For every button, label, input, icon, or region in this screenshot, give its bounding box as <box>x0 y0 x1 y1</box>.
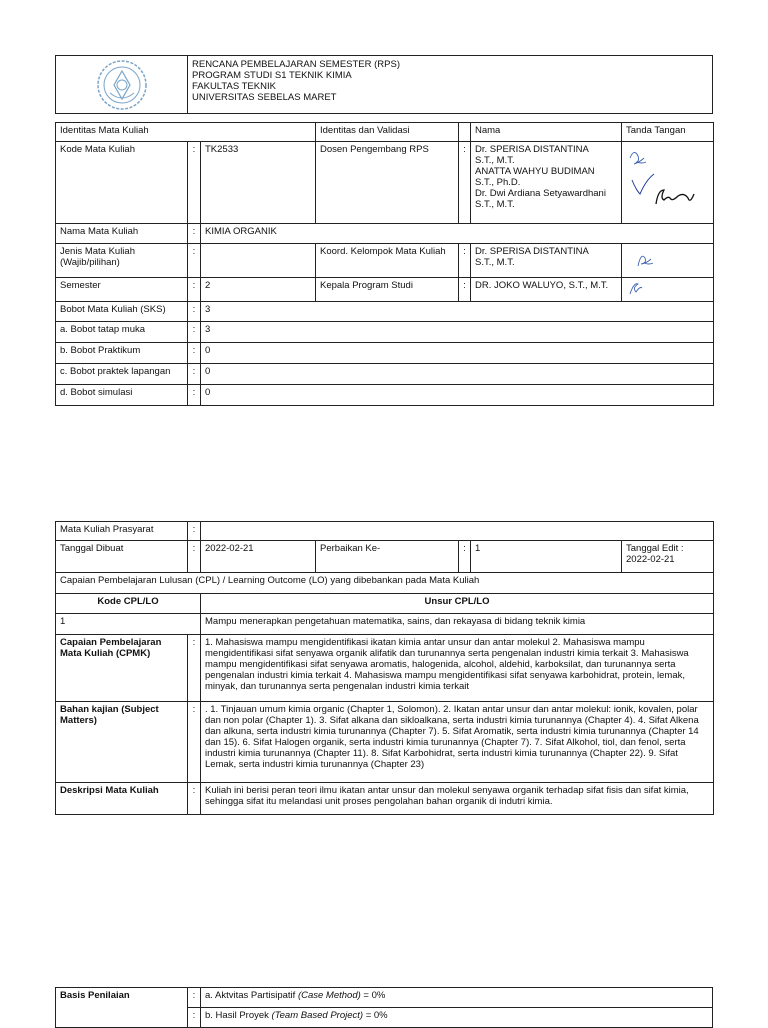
perbaikan-value: 1 <box>471 541 622 573</box>
logo-cell <box>56 56 188 114</box>
penilaian-table: Basis Penilaian : a. Aktvitas Partisipatif (Case Method) = 0% : b. Hasil Proyek (Team Based Project) = 0% <box>55 987 713 1028</box>
semester-value: 2 <box>201 278 316 302</box>
tanggal-dibuat-label: Tanggal Dibuat <box>56 541 188 573</box>
basis-penilaian-label: Basis Penilaian <box>56 988 188 1028</box>
header-line-fakultas: FAKULTAS TEKNIK <box>192 81 276 92</box>
validasi-header: Identitas dan Validasi <box>316 123 459 142</box>
jenis-mk-value <box>201 244 316 278</box>
signature-image <box>626 246 666 272</box>
koord-kelompok-label: Koord. Kelompok Mata Kuliah <box>316 244 459 278</box>
praktek-lapangan-label: c. Bobot praktek lapangan <box>56 364 188 385</box>
bahan-kajian-label: Bahan kajian (Subject Matters) <box>56 702 188 783</box>
tanggal-dibuat-value: 2022-02-21 <box>201 541 316 573</box>
simulasi-label: d. Bobot simulasi <box>56 385 188 406</box>
kaprodi-label: Kepala Program Studi <box>316 278 459 302</box>
deskripsi-value: Kuliah ini berisi peran teori ilmu ikatan antar unsur dan molekul senyawa organik terhadap sifat fisis dan sifat kimia, sehingga sifat itu melandasi unit proses pengolahan bahan organik di indutri kimia. <box>201 783 714 815</box>
signature-image <box>626 144 706 214</box>
semester-label: Semester <box>56 278 188 302</box>
simulasi-value: 0 <box>201 385 714 406</box>
cpl-table: Mata Kuliah Prasyarat : Tanggal Dibuat : 2022-02-21 Perbaikan Ke- : 1 Tanggal Edit : 2022-02-21 Capaian Pembelajaran Lulusan (CPL) / Learning Outcome (LO) yang dibebankan pada Mata Kuliah Kode CPL/LO Unsur CPL/LO 1 Mampu menerapkan pengetahuan matematika, sains, dan rekayasa di bidang teknik kimia Capaian Pembelajaran Mata Kuliah (CPMK) : 1. Mahasiswa mampu mengidentifikasi ikatan kimia antar unsur dan antar molekul 2. Mahasiswa mampu mengidentifikasi sifat senyawa organik alifatik dan turunannya serta pengenalan industri kimia terkait 3. Mahasiswa mampu mengidentifikasi sifat senyawa aromatis, halogenida, alcohol, aldehid, karboksilat, dan turunannya serta pengenalan industri kimia terkait 4. Mahasiswa mampu mengidentifikasi sifat senyawa karbohidrat, protein, lemak, minyak, dan turunannya serta pengenalan industri kimia terkait Bahan kajian (Subject Matters) : . 1. Tinjauan umum kimia organic (Chapter 1, Solomon). 2. Ikatan antar unsur dan antar molekul: ionik, kovalen, polar dan non polar (Chapter 1). 3. Sifat alkana dan sikloalkana, serta industri kimia turunannya (Chapter 4). 4. Sifat Alkena dan alkuna, serta industri kimia turunannya (Chapter 7). 5. Sifat Aromatik, serta industri kimia turunannya (Chapter 14 dan 15). 6. Sifat Halogen organik, serta industri kimia turunannya (Chapter 7). 7. Sifat Alkohol, tiol, dan fenol, serta industri kimia turunannya (Chapter 11). 8. Sifat Karbohidrat, serta industri kimia turunannya (Chapter 22). 9. Sifat Lemak, serta industri kimia turunannya (Chapter 23) Deskripsi Mata Kuliah : Kuliah ini berisi peran teori ilmu ikatan antar unsur dan molekul senyawa organik terhadap sifat fisis dan sifat kimia, sehingga sifat itu melandasi unit proses pengolahan bahan organik di indutri kimia. <box>55 521 714 815</box>
sks-label: Bobot Mata Kuliah (SKS) <box>56 302 188 322</box>
penilaian-item-b: b. Hasil Proyek (Team Based Project) = 0% <box>201 1008 713 1028</box>
identitas-header: Identitas Mata Kuliah <box>56 123 316 142</box>
sks-value: 3 <box>201 302 714 322</box>
praktikum-label: b. Bobot Praktikum <box>56 343 188 364</box>
prasyarat-value <box>201 522 714 541</box>
identity-table: Identitas Mata Kuliah Identitas dan Validasi Nama Tanda Tangan Kode Mata Kuliah : TK2533 Dosen Pengembang RPS : Dr. SPERISA DISTANTINA S.T., M.T. ANATTA WAHYU BUDIMAN S.T., Ph.D. Dr. Dwi Ardiana Setyawardhani S.T., M.T. Nama Mata Kuliah : KIMIA ORGANIK Jenis Mata Kuliah (Wajib/pilihan) : Koord. Kelompok Mata Kuliah : Dr. SPERISA DISTANTINA S.T., M.T. Semester : 2 Kepala Program Studi : DR. JOKO WALUYO, S.T., M.T. Bobot Mata Kuliah (SKS) : 3 a. Bobot tatap muka : 3 b. Bobot Praktikum : 0 c. Bobot praktek lapangan : 0 d. Bobot simulasi : 0 <box>55 122 714 406</box>
kaprodi-signature <box>622 278 714 302</box>
nama-mk-label: Nama Mata Kuliah <box>56 224 188 244</box>
dosen-pengembang-names: Dr. SPERISA DISTANTINA S.T., M.T. ANATTA WAHYU BUDIMAN S.T., Ph.D. Dr. Dwi Ardiana Setyawardhani S.T., M.T. <box>471 142 622 224</box>
praktikum-value: 0 <box>201 343 714 364</box>
kaprodi-name: DR. JOKO WALUYO, S.T., M.T. <box>471 278 622 302</box>
jenis-mk-label: Jenis Mata Kuliah (Wajib/pilihan) <box>56 244 188 278</box>
cpl-row-unsur: Mampu menerapkan pengetahuan matematika, sains, dan rekayasa di bidang teknik kimia <box>201 614 714 635</box>
kode-mk-label: Kode Mata Kuliah <box>56 142 188 224</box>
header-line-rps: RENCANA PEMBELAJARAN SEMESTER (RPS) <box>192 59 400 70</box>
header-table <box>55 55 713 114</box>
university-logo-icon <box>96 59 148 111</box>
koord-signature <box>622 244 714 278</box>
cpl-row-kode: 1 <box>56 614 201 635</box>
praktek-lapangan-value: 0 <box>201 364 714 385</box>
tatap-muka-label: a. Bobot tatap muka <box>56 322 188 343</box>
penilaian-item-a: a. Aktvitas Partisipatif (Case Method) = 0% <box>201 988 713 1008</box>
unsur-cpl-header: Unsur CPL/LO <box>201 594 714 614</box>
tanda-tangan-header: Tanda Tangan <box>622 123 714 142</box>
dosen-signatures <box>622 142 714 224</box>
kode-mk-value: TK2533 <box>201 142 316 224</box>
perbaikan-label: Perbaikan Ke- <box>316 541 459 573</box>
header-line-universitas: UNIVERSITAS SEBELAS MARET <box>192 92 337 103</box>
nama-mk-value: KIMIA ORGANIK <box>201 224 714 244</box>
tatap-muka-value: 3 <box>201 322 714 343</box>
bahan-kajian-value: . 1. Tinjauan umum kimia organic (Chapter 1, Solomon). 2. Ikatan antar unsur dan antar molekul: ionik, kovalen, polar dan non polar (Chapter 1). 3. Sifat alkana dan sikloalkana, serta industri kimia turunannya (Chapter 4). 4. Sifat Alkena dan alkuna, serta industri kimia turunannya (Chapter 7). 5. Sifat Aromatik, serta industri kimia turunannya (Chapter 14 dan 15). 6. Sifat Halogen organik, serta industri kimia turunannya (Chapter 7). 7. Sifat Alkohol, tiol, dan fenol, serta industri kimia turunannya (Chapter 11). 8. Sifat Karbohidrat, serta industri kimia turunannya (Chapter 22). 9. Sifat Lemak, serta industri kimia turunannya (Chapter 23) <box>201 702 714 783</box>
cpmk-value: 1. Mahasiswa mampu mengidentifikasi ikatan kimia antar unsur dan antar molekul 2. Mahasiswa mampu mengidentifikasi sifat senyawa organik alifatik dan turunannya serta pengenalan industri kimia terkait 3. Mahasiswa mampu mengidentifikasi sifat senyawa aromatis, halogenida, alcohol, aldehid, karboksilat, dan turunannya serta pengenalan industri kimia terkait 4. Mahasiswa mampu mengidentifikasi sifat senyawa karbohidrat, protein, lemak, minyak, dan turunannya serta pengenalan industri kimia terkait <box>201 635 714 702</box>
tanggal-edit: Tanggal Edit : 2022-02-21 <box>622 541 714 573</box>
cpmk-label: Capaian Pembelajaran Mata Kuliah (CPMK) <box>56 635 188 702</box>
cpl-section-title: Capaian Pembelajaran Lulusan (CPL) / Learning Outcome (LO) yang dibebankan pada Mata Kuliah <box>56 573 714 594</box>
header-line-prodi: PROGRAM STUDI S1 TEKNIK KIMIA <box>192 70 352 81</box>
header-title-cell <box>188 56 713 114</box>
koord-kelompok-name: Dr. SPERISA DISTANTINA S.T., M.T. <box>471 244 622 278</box>
nama-header: Nama <box>471 123 622 142</box>
dosen-pengembang-label: Dosen Pengembang RPS <box>316 142 459 224</box>
deskripsi-label: Deskripsi Mata Kuliah <box>56 783 188 815</box>
signature-image <box>626 280 646 296</box>
prasyarat-label: Mata Kuliah Prasyarat <box>56 522 188 541</box>
kode-cpl-header: Kode CPL/LO <box>56 594 201 614</box>
